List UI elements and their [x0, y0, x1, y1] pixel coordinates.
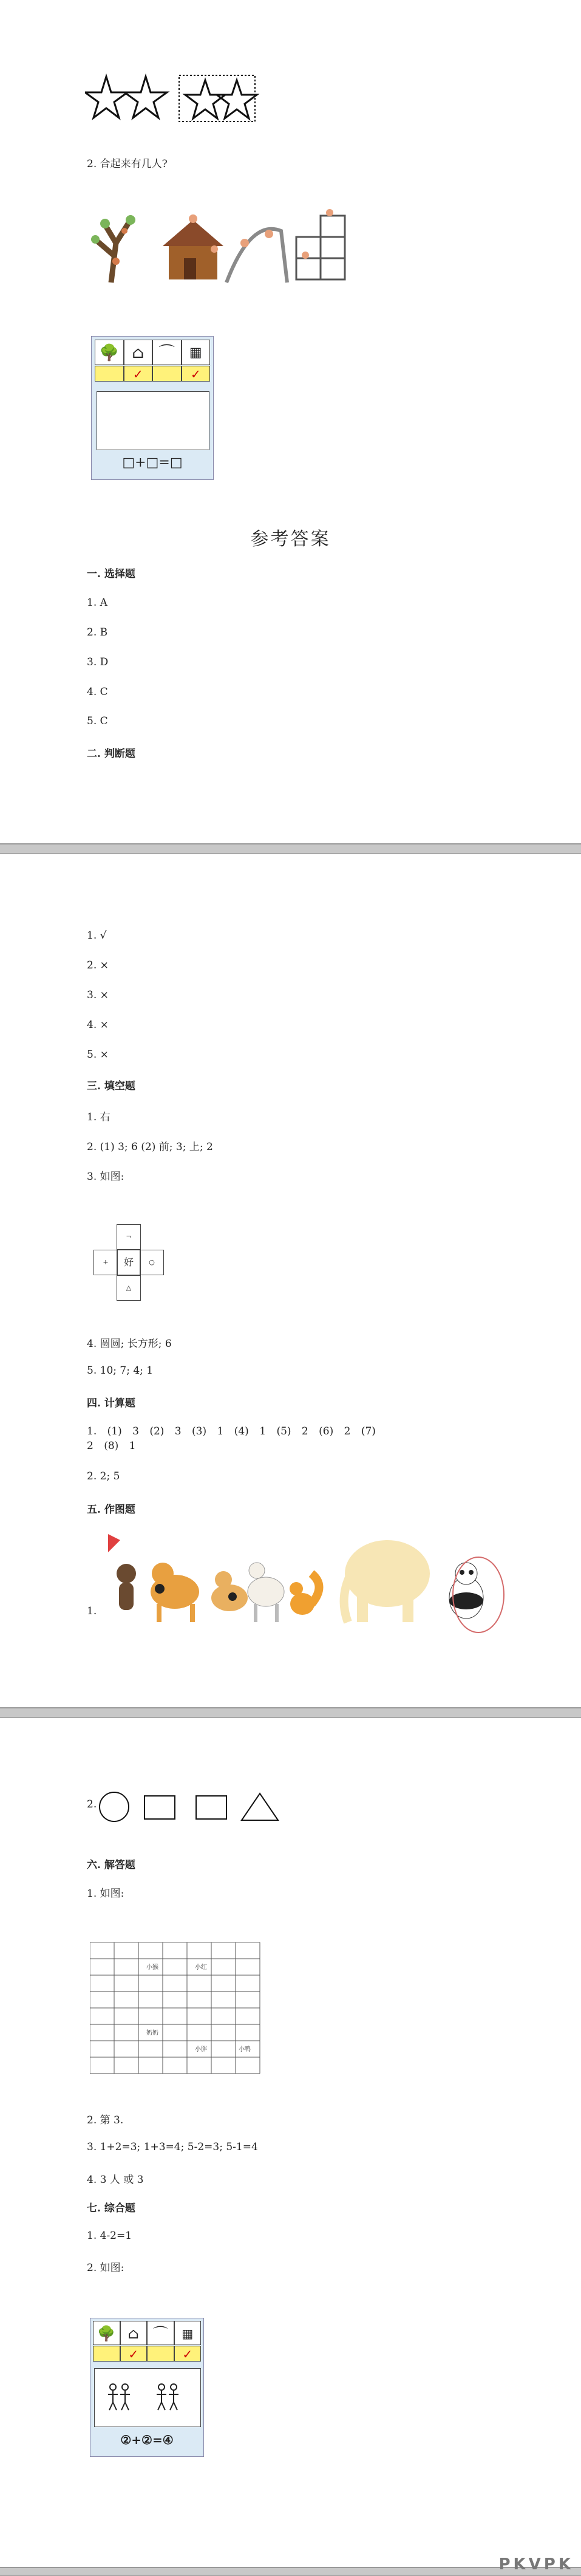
panda-icon	[449, 1563, 483, 1619]
slide-icon: ⌒	[147, 2321, 174, 2345]
sec2-item: 3. ×	[87, 989, 109, 1001]
sec4-line: 2. 2; 5	[87, 1470, 120, 1482]
section-4-heading: 四. 计算题	[87, 1397, 135, 1410]
sec7-item: 1. 4-2=1	[87, 2230, 132, 2242]
formula-blank: □+□=□	[122, 455, 183, 470]
sec4-line: 1. (1) 3 (2) 3 (3) 1 (4) 1 (5) 2 (6) 2 (7)	[87, 1425, 376, 1437]
star-icon	[217, 80, 257, 118]
page-separator	[0, 1707, 581, 1718]
sec7-item: 2. 如图:	[87, 2262, 124, 2274]
sec2-item: 4. ×	[87, 1019, 109, 1031]
grid-label: 小胖	[195, 2046, 207, 2053]
climbing-frame-icon	[296, 209, 345, 279]
check-mark: ✓	[120, 2346, 148, 2362]
answers-title: 参考答案	[250, 529, 331, 550]
goat-icon	[248, 1563, 284, 1622]
square-icon	[196, 1796, 226, 1819]
sec3-item: 3. 如图:	[87, 1171, 124, 1183]
grid-label: 小猴	[146, 1964, 158, 1971]
section-6-heading: 六. 解答题	[87, 1859, 135, 1871]
section-7-heading: 七. 综合题	[87, 2202, 135, 2215]
dog-icon	[151, 1563, 199, 1622]
star-icon	[185, 80, 225, 118]
star-icon	[85, 77, 127, 118]
house-icon: ⌂	[124, 340, 153, 365]
climbing-frame-icon: ▦	[174, 2321, 202, 2345]
sec1-item: 4. C	[87, 686, 108, 698]
sec4-line: 2 (8) 1	[87, 1440, 136, 1452]
grid-label: 奶奶	[146, 2030, 158, 2036]
tree-icon: 🌳	[93, 2321, 120, 2345]
cube-net-figure: ¬ + 好 ○ △	[92, 1224, 164, 1300]
sec6-item: 3. 1+2=3; 1+3=4; 5-2=3; 5-1=4	[87, 2141, 258, 2153]
grid-label: 小红	[195, 1964, 207, 1971]
final-formula: ②+②=④	[120, 2433, 174, 2447]
site-logo: PKVPK	[498, 2555, 574, 2574]
page-separator	[0, 2567, 581, 2576]
star-icon	[124, 77, 167, 118]
house-icon: ⌂	[120, 2321, 148, 2345]
monkey-icon	[108, 1534, 136, 1610]
sec2-item: 2. ×	[87, 959, 109, 971]
cat-icon	[211, 1571, 248, 1611]
final-answer-table	[90, 2318, 204, 2457]
position-grid	[90, 1942, 263, 2076]
section-3-heading: 三. 填空题	[87, 1080, 135, 1092]
shapes-label: 2.	[87, 1798, 97, 1810]
sec3-item: 4. 圆圆; 长方形; 6	[87, 1338, 172, 1350]
tree-icon: 🌳	[95, 340, 124, 365]
climbing-frame-icon: ▦	[182, 340, 211, 365]
sec6-item: 4. 3 人 或 3	[87, 2174, 144, 2186]
sec2-item: 5. ×	[87, 1049, 109, 1061]
check-mark: ✓	[124, 366, 153, 382]
squirrel-icon	[290, 1574, 319, 1615]
center-cell: 好	[117, 1250, 141, 1275]
sec2-item: 1. √	[87, 930, 107, 942]
empty-answer-box	[97, 391, 209, 450]
sec5-item: 1.	[87, 1605, 97, 1617]
section-1-heading: 一. 选择题	[87, 568, 135, 580]
shapes-row	[96, 1789, 284, 1825]
house-icon	[163, 214, 223, 279]
tree-icon	[91, 215, 135, 283]
question-2-label: 2. 合起来有几人?	[87, 158, 168, 170]
animals-illustration	[102, 1531, 521, 1634]
sec1-item: 3. D	[87, 656, 109, 668]
person-icons	[108, 2384, 178, 2410]
section-2-heading: 二. 判断题	[87, 748, 135, 760]
sec3-item: 2. (1) 3; 6 (2) 前; 3; 上; 2	[87, 1141, 213, 1153]
sec3-item: 5. 10; 7; 4; 1	[87, 1365, 154, 1377]
page-separator	[0, 843, 581, 854]
section-5-heading: 五. 作图题	[87, 1504, 135, 1516]
grid-label: 小鸭	[239, 2046, 251, 2053]
elephant-icon	[344, 1540, 430, 1622]
sec3-item: 1. 右	[87, 1111, 110, 1123]
sec6-item: 2. 第 3.	[87, 2114, 124, 2126]
circle-icon	[100, 1792, 129, 1821]
check-mark: ✓	[182, 366, 211, 382]
check-mark: ✓	[174, 2346, 202, 2362]
sec1-item: 5. C	[87, 715, 108, 727]
sec1-item: 2. B	[87, 626, 108, 639]
slide-icon	[226, 229, 287, 283]
people-figures-box	[94, 2368, 201, 2427]
sec1-item: 1. A	[87, 597, 107, 609]
triangle-icon	[242, 1793, 278, 1820]
playground-illustration	[87, 207, 378, 286]
stars-row	[85, 72, 267, 126]
square-icon	[144, 1796, 175, 1819]
sec6-item: 1. 如图:	[87, 1888, 124, 1900]
slide-icon: ⌒	[152, 340, 182, 365]
answer-table	[91, 336, 214, 480]
